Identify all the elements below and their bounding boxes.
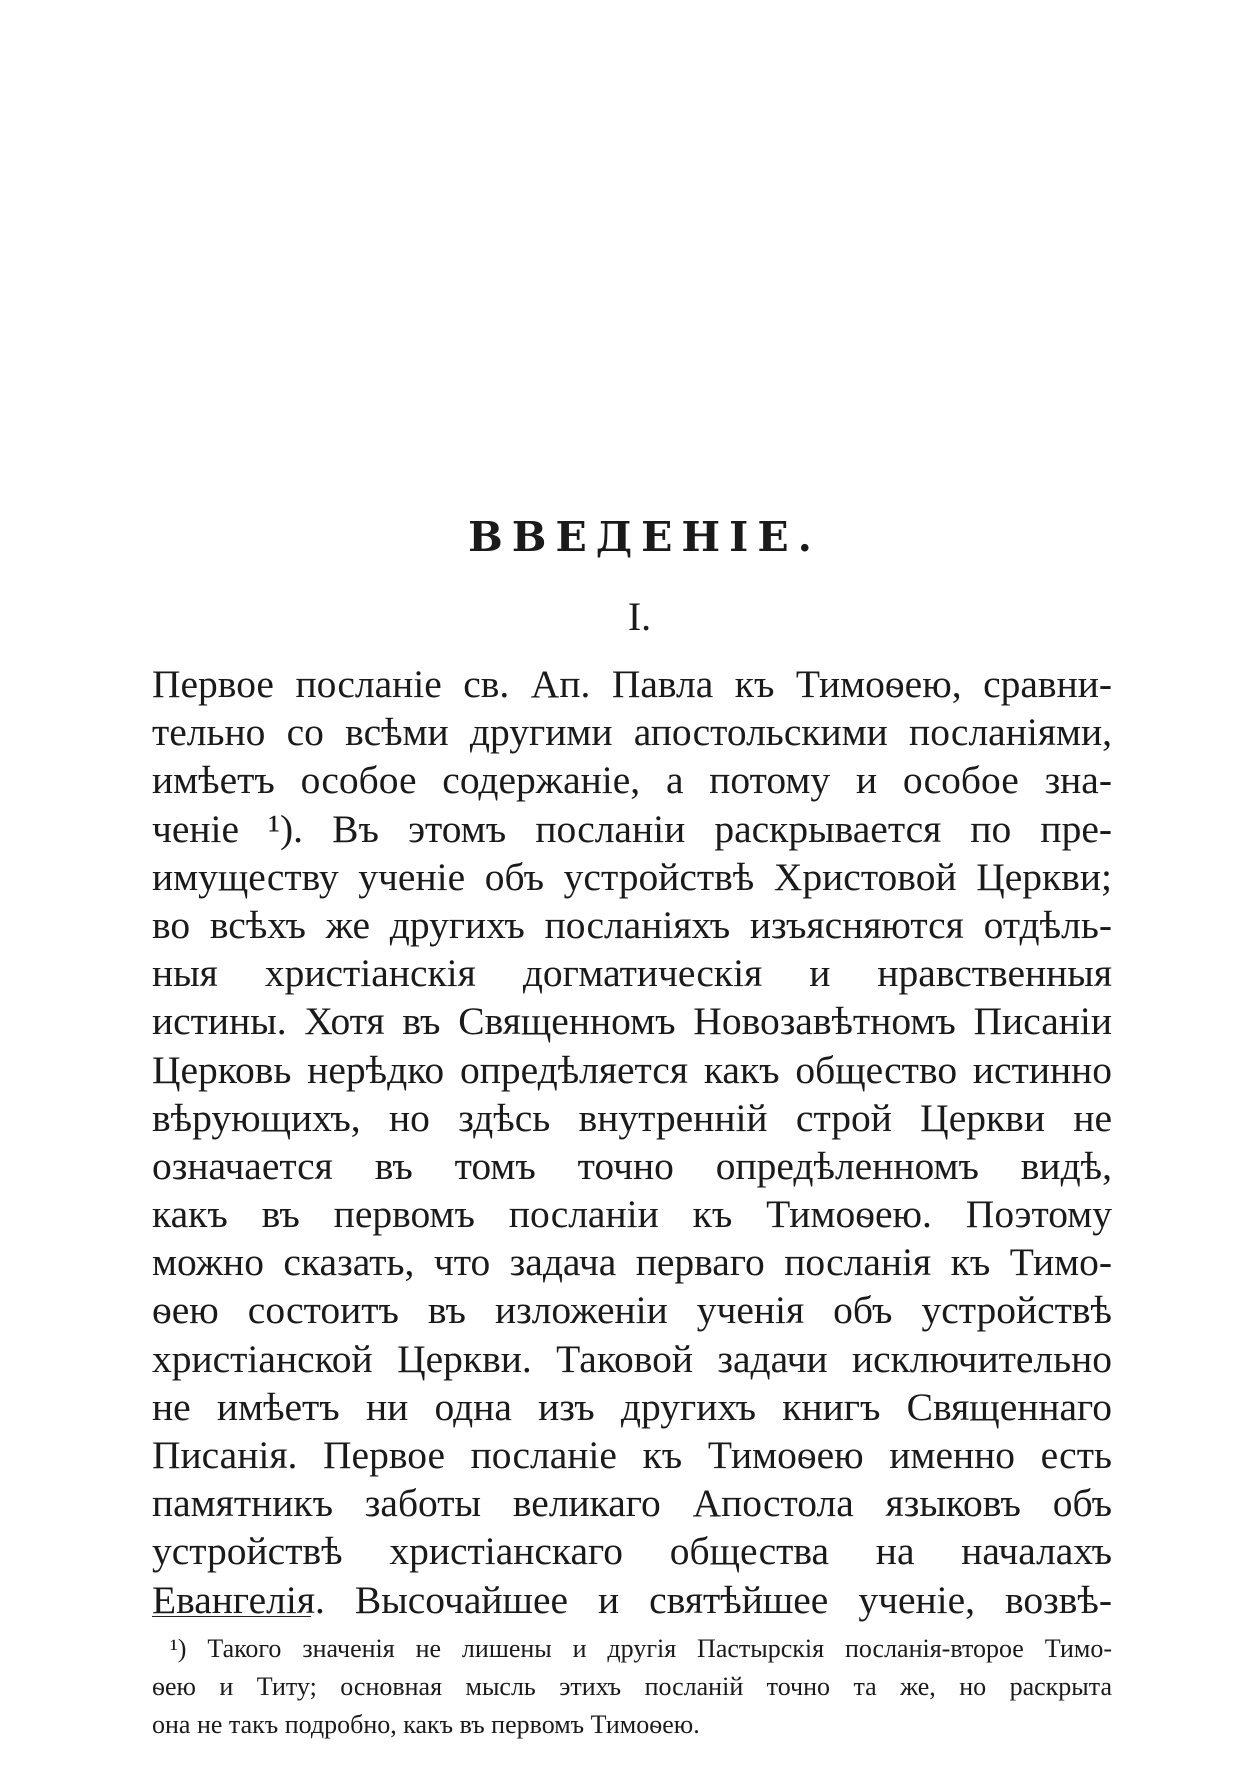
body-text: [152, 660, 1112, 1624]
text-line: не имѣетъ ни одна изъ другихъ книгъ Священнаго: [152, 1384, 1112, 1429]
footnotes: [152, 1630, 1112, 1744]
chapter-heading: ВВЕДЕНІЕ.: [468, 513, 821, 561]
text-line: ѳею состоитъ въ изложеніи ученія объ устройствѣ: [152, 1288, 1112, 1333]
footnote-line: ¹) Такого значенія не лишены и другія Пастырскія посланія-второе Тимо-: [170, 1634, 1112, 1663]
text-line: тельно со всѣми другими апостольскими посланіями,: [152, 710, 1112, 755]
text-line: вѣрующихъ, но здѣсь внутренній строй Церкви не: [152, 1095, 1112, 1140]
text-line: означается въ томъ точно опредѣленномъ видѣ,: [152, 1143, 1112, 1188]
text-line: Евангелія. Высочайшее и святѣйшее ученіе, возвѣ-: [152, 1577, 1112, 1622]
text-line: христіанской Церкви. Таковой задачи исключительно: [152, 1336, 1112, 1381]
text-line: ныя христіанскія догматическія и нравственныя: [152, 951, 1112, 996]
text-line: истины. Хотя въ Священномъ Новозавѣтномъ Писаніи: [152, 999, 1112, 1044]
text-line: имуществу ученіе объ устройствѣ Христовой Церкви;: [152, 854, 1112, 899]
footnote-line: ѳею и Титу; основная мысль этихъ посланій точно та же, но раскрыта: [152, 1672, 1112, 1701]
section-number: I.: [627, 594, 652, 639]
text-line: Церковь нерѣдко опредѣляется какъ общество истинно: [152, 1047, 1112, 1092]
text-line: какъ въ первомъ посланіи къ Тимоѳею. Поэтому: [152, 1192, 1112, 1237]
text-line: во всѣхъ же другихъ посланіяхъ изъясняются отдѣль-: [152, 902, 1112, 947]
text-line: имѣетъ особое содержаніе, а потому и особое зна-: [152, 758, 1112, 803]
text-line: устройствѣ христіанскаго общества на началахъ: [152, 1529, 1112, 1574]
footnote-divider: [152, 1616, 311, 1617]
text-line: Писанія. Первое посланіе къ Тимоѳею именно есть: [152, 1433, 1112, 1477]
text-line: ченіе ¹). Въ этомъ посланіи раскрывается по пре-: [152, 806, 1112, 851]
text-line: памятникъ заботы великаго Апостола языковъ объ: [152, 1481, 1112, 1526]
text-line: можно сказать, что задача перваго посланія къ Тимо-: [152, 1240, 1112, 1285]
text-line: Первое посланіе св. Ап. Павла къ Тимоѳею, сравни-: [152, 662, 1112, 706]
footnote-line: она не такъ подробно, какъ въ первомъ Тимоѳею.: [152, 1710, 700, 1739]
